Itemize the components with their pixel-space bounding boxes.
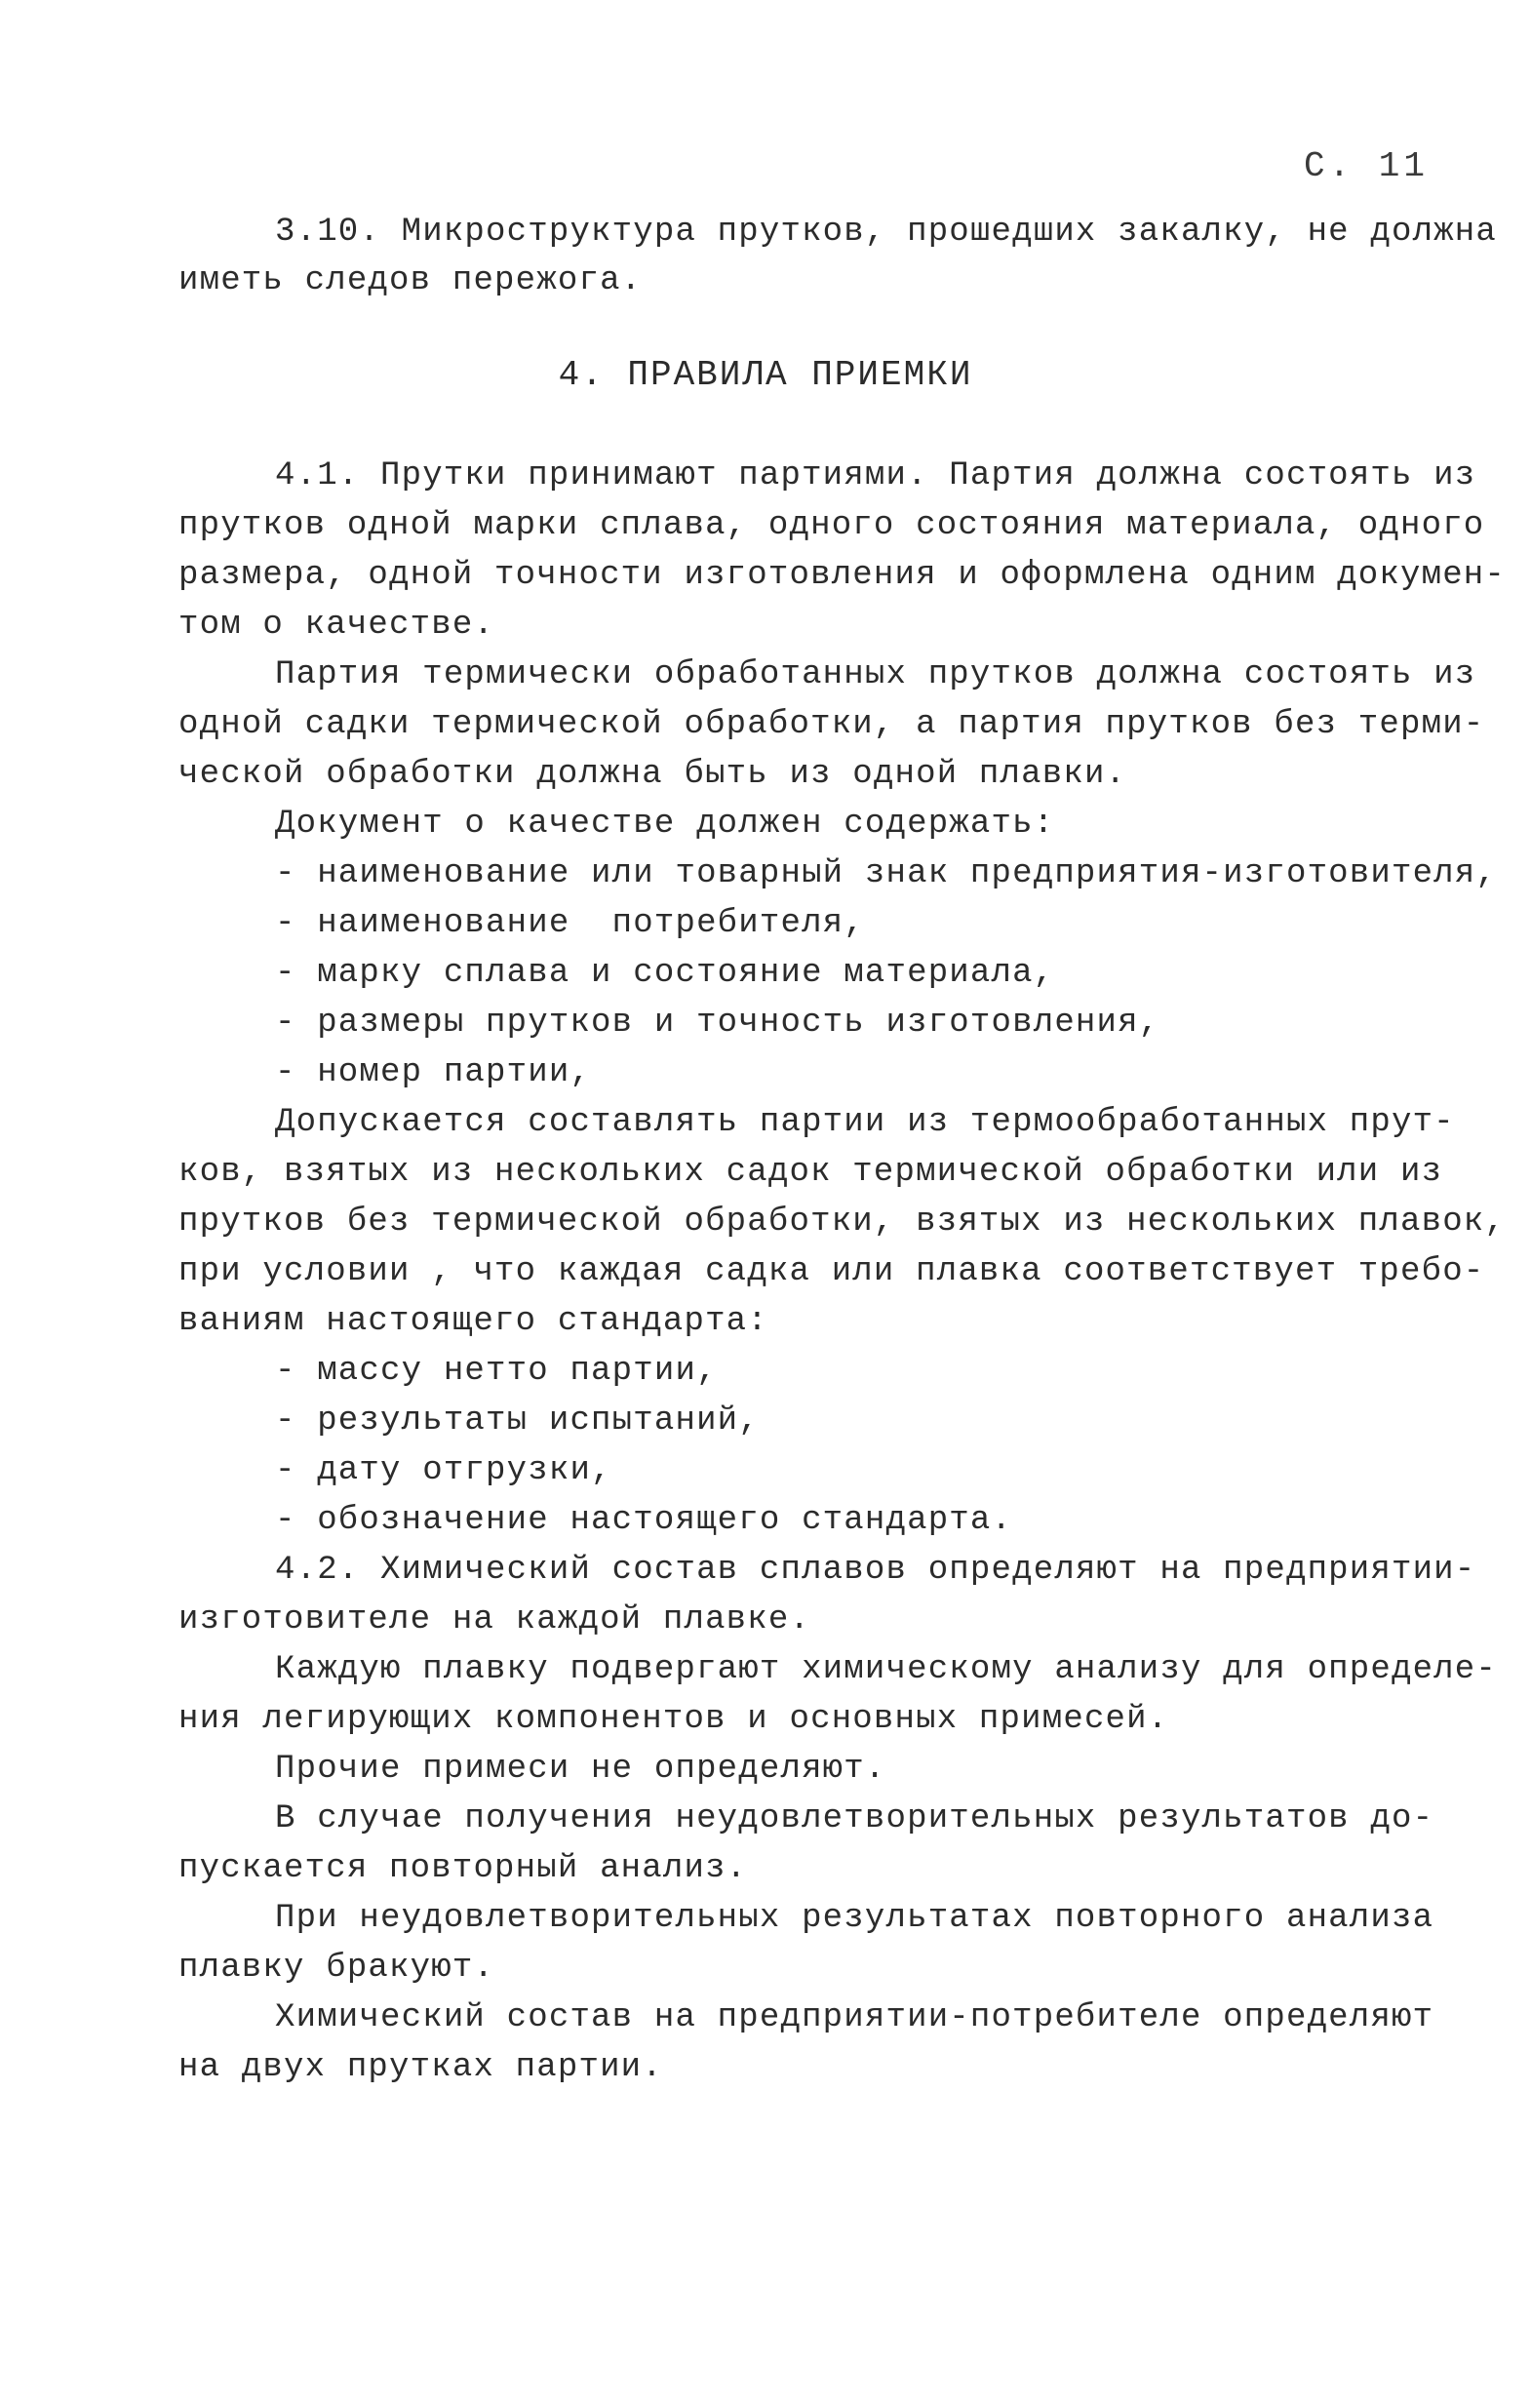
- text-line: на двух прутках партии.: [178, 2049, 663, 2086]
- text-line: иметь следов пережога.: [178, 262, 643, 299]
- text-line: ния легирующих компонентов и основных примесей.: [178, 1701, 1169, 1738]
- list-item: - наименование или товарный знак предприятия-изготовителя,: [275, 855, 1497, 892]
- text-line: при условии , что каждая садка или плавка соответствует требо-: [178, 1253, 1485, 1290]
- list-item: - дату отгрузки,: [275, 1452, 612, 1489]
- text-line: ваниям настоящего стандарта:: [178, 1303, 768, 1340]
- list-item: - наименование потребителя,: [275, 905, 865, 942]
- list-item: - размеры прутков и точность изготовления,: [275, 1005, 1160, 1042]
- list-item: - обозначение настоящего стандарта.: [275, 1502, 1013, 1539]
- text-line: Документ о качестве должен содержать:: [275, 806, 1055, 843]
- list-item: - марку сплава и состояние материала,: [275, 955, 1055, 992]
- text-line: 3.10. Микроструктура прутков, прошедших закалку, не должна: [275, 214, 1497, 251]
- text-line: Химический состав на предприятии-потребителе определяют: [275, 1999, 1434, 2036]
- text-line: Каждую плавку подвергают химическому анализу для определе-: [275, 1651, 1497, 1688]
- text-line: прутков одной марки сплава, одного состояния материала, одного: [178, 507, 1485, 544]
- list-item: - массу нетто партии,: [275, 1353, 718, 1390]
- text-line: плавку бракуют.: [178, 1950, 495, 1987]
- text-line: прутков без термической обработки, взятых из нескольких плавок,: [178, 1204, 1507, 1241]
- text-line: изготовителе на каждой плавке.: [178, 1601, 811, 1638]
- text-line: 4.1. Прутки принимают партиями. Партия должна состоять из: [275, 457, 1476, 494]
- text-line: Допускается составлять партии из термообработанных прут-: [275, 1104, 1455, 1141]
- text-line: ческой обработки должна быть из одной плавки.: [178, 756, 1127, 793]
- text-line: ков, взятых из нескольких садок термической обработки или из: [178, 1154, 1443, 1191]
- text-line: размера, одной точности изготовления и оформлена одним докумен-: [178, 557, 1507, 594]
- text-line: При неудовлетворительных результатах повторного анализа: [275, 1900, 1434, 1937]
- list-item: - номер партии,: [275, 1054, 592, 1091]
- text-line: Прочие примеси не определяют.: [275, 1751, 886, 1788]
- text-line: Партия термически обработанных прутков должна состоять из: [275, 656, 1476, 693]
- page-number: С. 11: [1303, 146, 1429, 186]
- text-line: одной садки термической обработки, а партия прутков без терми-: [178, 706, 1485, 743]
- section-heading: 4. ПРАВИЛА ПРИЕМКИ: [558, 355, 973, 395]
- text-line: том о качестве.: [178, 607, 495, 644]
- text-line: пускается повторный анализ.: [178, 1850, 748, 1887]
- list-item: - результаты испытаний,: [275, 1402, 760, 1440]
- text-line: 4.2. Химический состав сплавов определяют на предприятии-: [275, 1552, 1476, 1589]
- text-line: В случае получения неудовлетворительных результатов до-: [275, 1800, 1434, 1837]
